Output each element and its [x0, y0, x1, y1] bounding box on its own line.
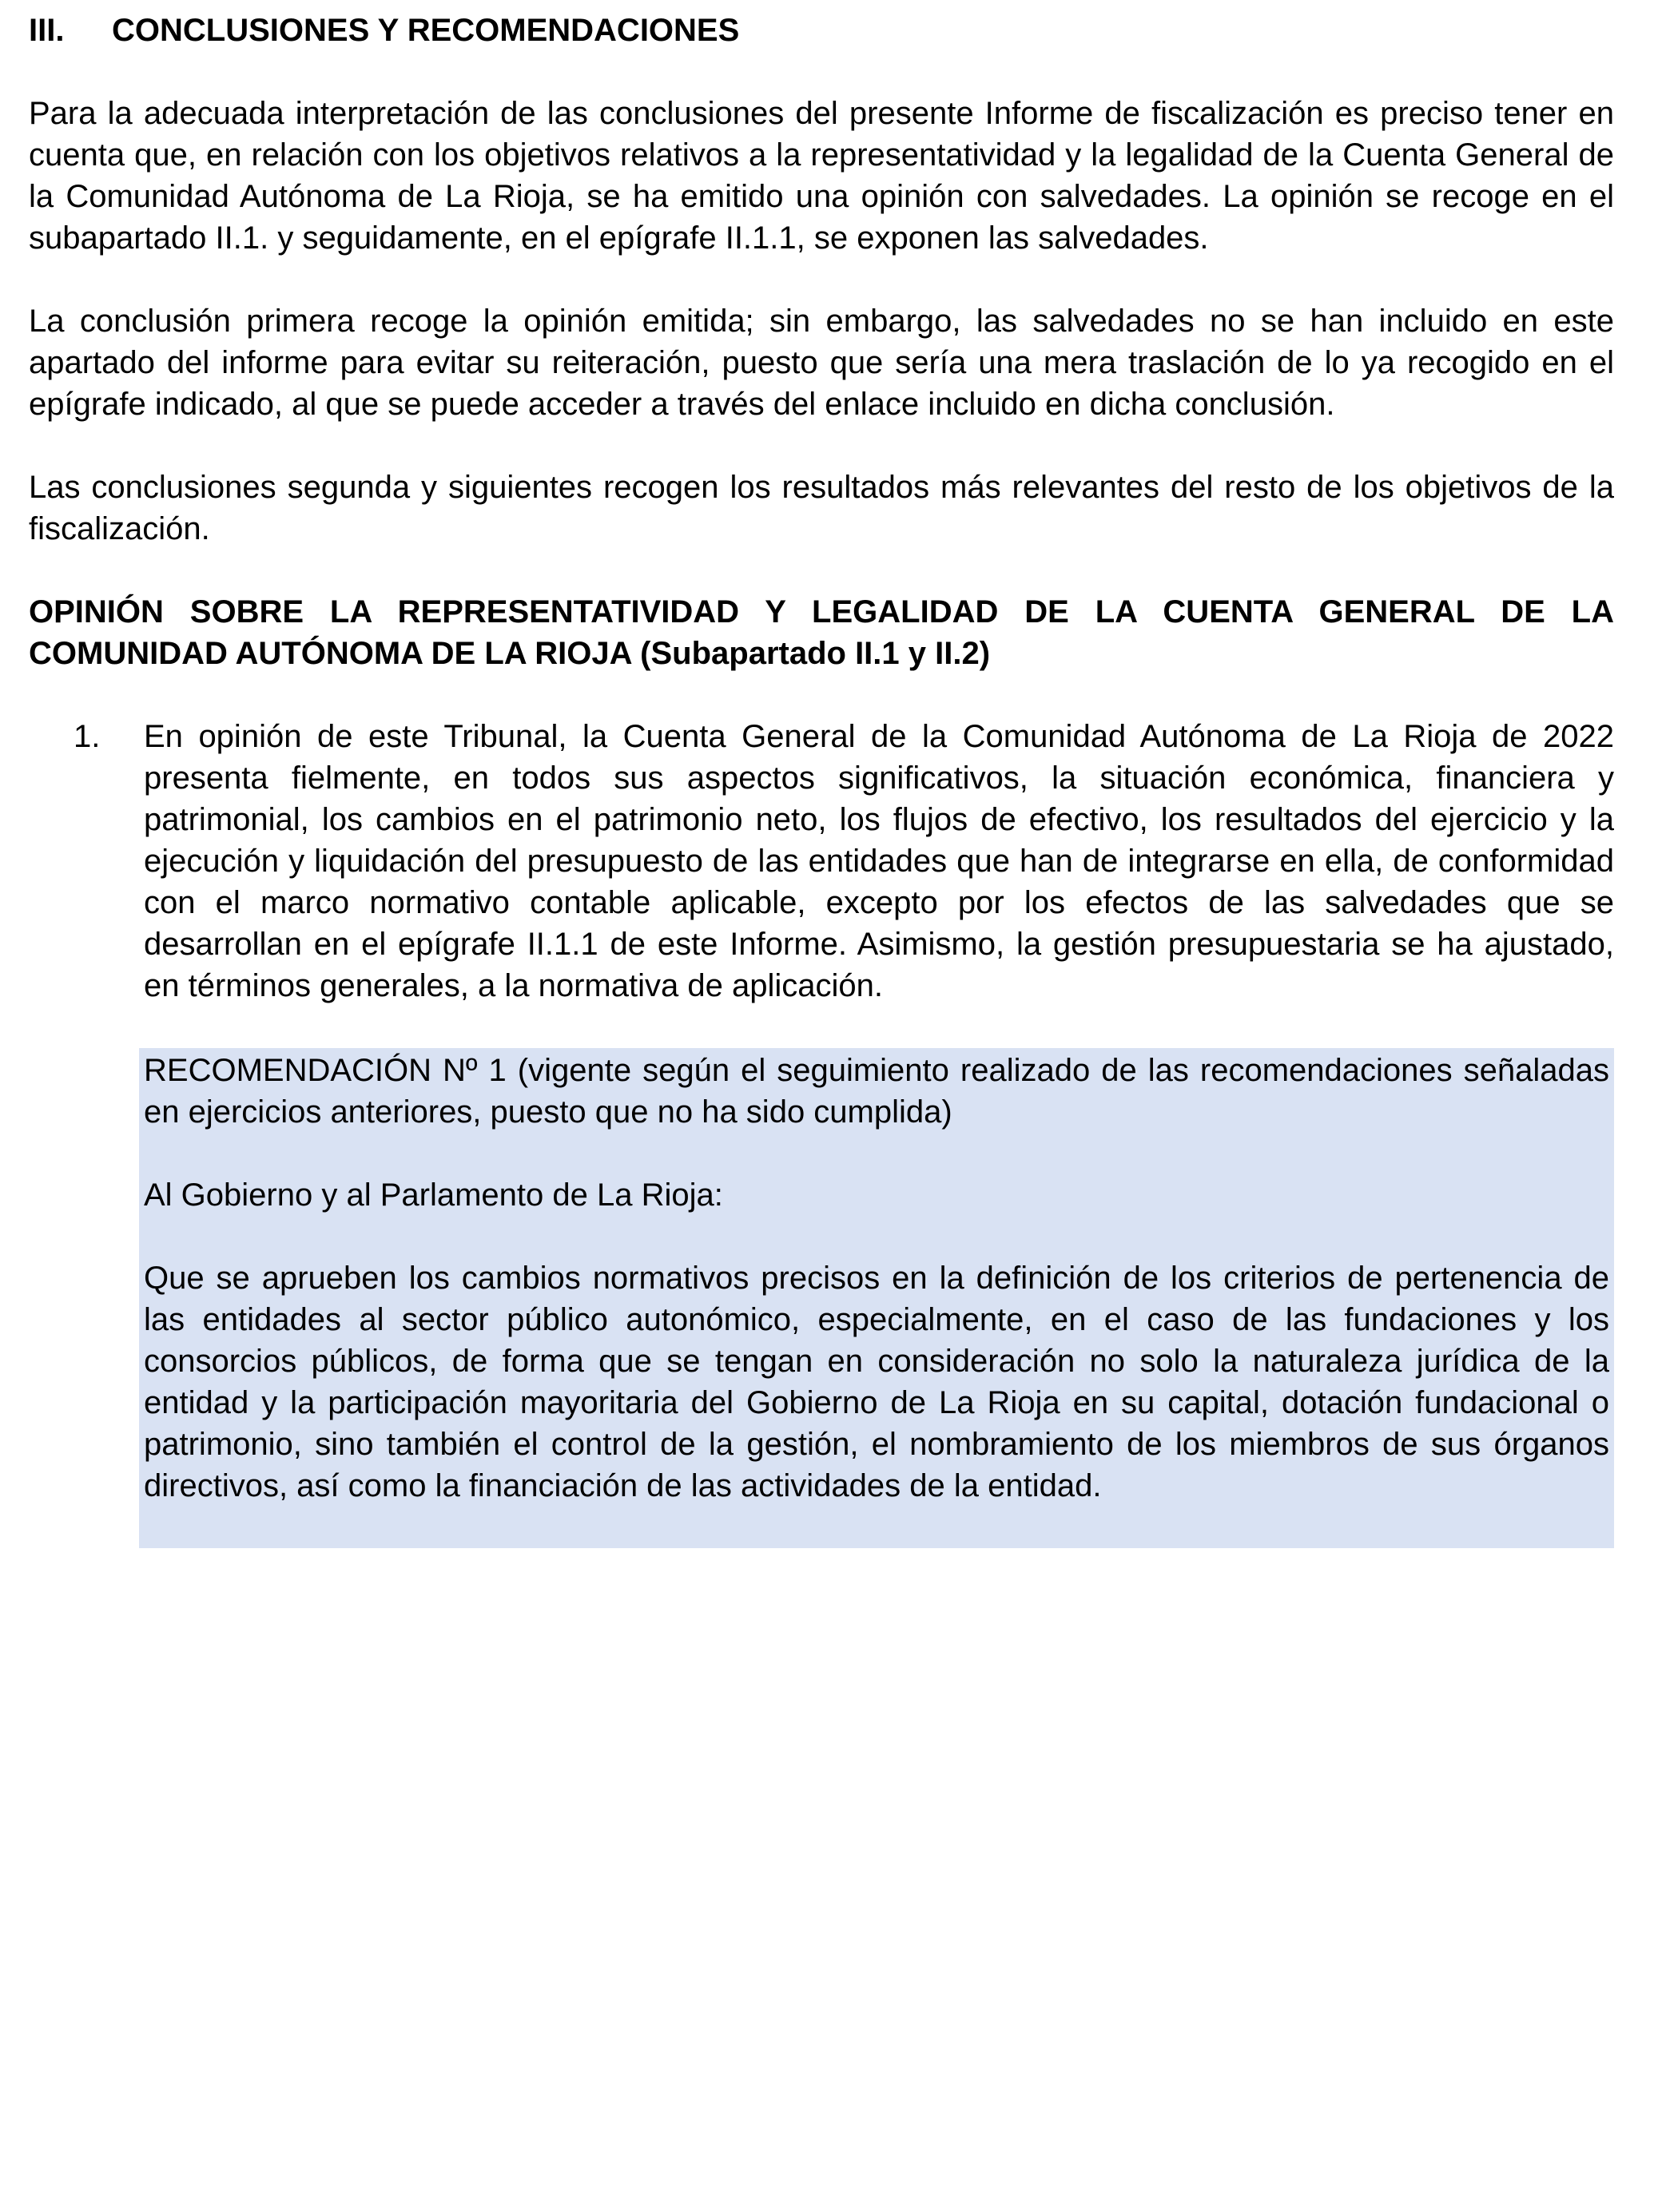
recommendation-title: RECOMENDACIÓN Nº 1 (vigente según el seguimiento realizado de las recomendaciones señaladas en ejercicios anteriores, puesto que no ha sido cumplida) — [144, 1053, 1609, 1130]
section-heading — [29, 10, 1614, 51]
recommendation-box — [139, 1048, 1614, 1548]
intro-paragraph: La conclusión primera recoge la opinión emitida; sin embargo, las salvedades no se han incluido en este apartado del informe para evitar su reiteración, puesto que sería una mera traslación de lo ya recogido en el epígrafe indicado, al que se puede acceder a través del enlace incluido en dicha conclusión. — [29, 304, 1614, 422]
section-title: CONCLUSIONES Y RECOMENDACIONES — [112, 13, 740, 48]
document-page — [29, 10, 1614, 1548]
intro-paragraph: Las conclusiones segunda y siguientes recogen los resultados más relevantes del resto de los objetivos de la fiscalización. — [29, 470, 1614, 546]
conclusion-number: 1. — [74, 719, 101, 754]
conclusion-item — [29, 716, 1614, 1007]
conclusion-text: En opinión de este Tribunal, la Cuenta General de la Comunidad Autónoma de La Rioja de 2022 presenta fielmente, en todos sus aspectos significativos, la situación económica, financiera y patrimonial, los cambios en el patrimonio neto, los flujos de efectivo, los resultados del ejercicio y la ejecución y liquidación del presupuesto de las entidades que han de integrarse en ella, de conformidad con el marco normativo contable aplicable, excepto por los efectos de las salvedades que se desarrollan en el epígrafe II.1.1 de este Informe. Asimismo, la gestión presupuestaria se ha ajustado, en términos generales, a la normativa de aplicación. — [144, 719, 1614, 1003]
opinion-subheading: OPINIÓN SOBRE LA REPRESENTATIVIDAD Y LEGALIDAD DE LA CUENTA GENERAL DE LA COMUNIDAD AUTÓNOMA DE LA RIOJA (Subapartado II.1 y II.2) — [29, 594, 1614, 671]
intro-paragraph: Para la adecuada interpretación de las conclusiones del presente Informe de fiscalización es preciso tener en cuenta que, en relación con los objetivos relativos a la representatividad y la legalidad de la Cuenta General de la Comunidad Autónoma de La Rioja, se ha emitido una opinión con salvedades. La opinión se recoge en el subapartado II.1. y seguidamente, en el epígrafe II.1.1, se exponen las salvedades. — [29, 96, 1614, 256]
recommendation-addressee: Al Gobierno y al Parlamento de La Rioja: — [144, 1177, 723, 1213]
section-number: III. — [29, 13, 65, 48]
recommendation-text: Que se aprueben los cambios normativos precisos en la definición de los criterios de pertenencia de las entidades al sector público autonómico, especialmente, en el caso de las fundaciones y los consorcios públicos, de forma que se tengan en consideración no solo la naturaleza jurídica de la entidad y la participación mayoritaria del Gobierno de La Rioja en su capital, dotación fundacional o patrimonio, sino también el control de la gestión, el nombramiento de los miembros de sus órganos directivos, así como la financiación de las actividades de la entidad. — [144, 1261, 1609, 1503]
